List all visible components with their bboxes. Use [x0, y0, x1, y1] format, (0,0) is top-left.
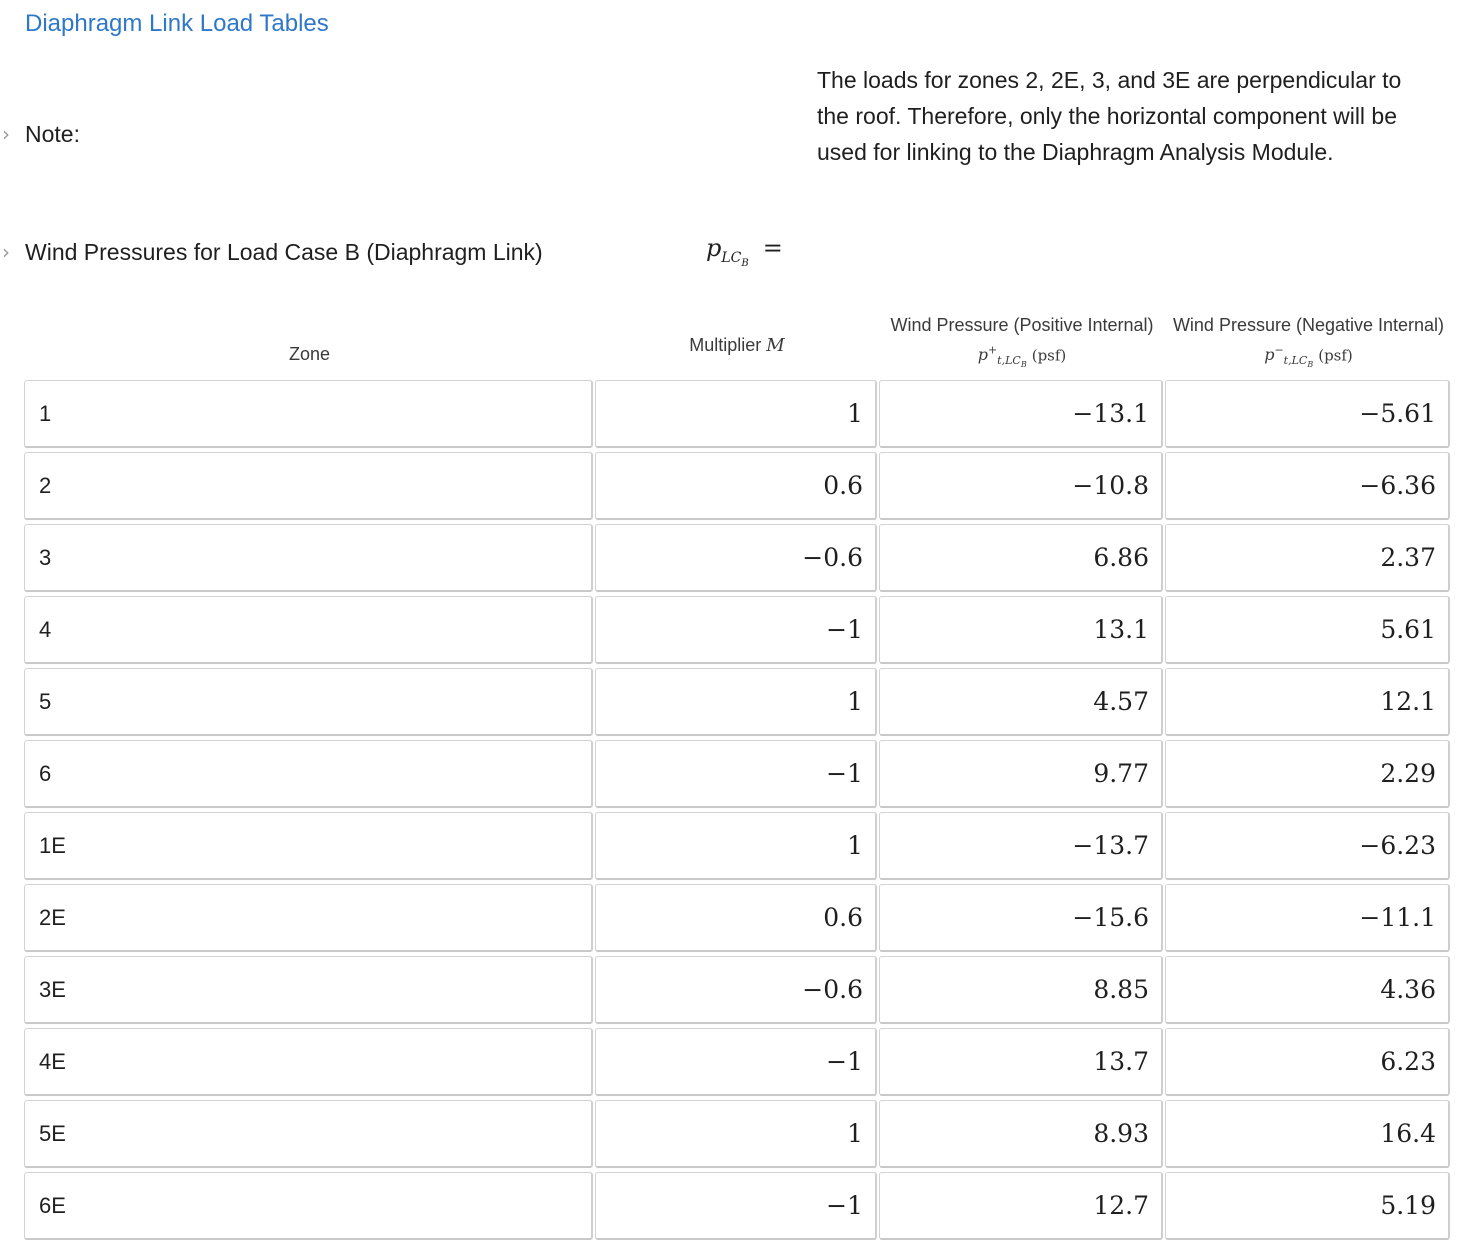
zone-cell: 4E: [24, 1028, 593, 1096]
positive-pressure-cell: 8.85: [879, 956, 1163, 1024]
positive-pressure-cell: 6.86: [879, 524, 1163, 592]
negative-pressure-cell: −11.1: [1165, 884, 1450, 952]
column-header-negative-internal: [1165, 312, 1452, 378]
wind-pressure-table: [24, 312, 1452, 1244]
multiplier-cell: −1: [595, 596, 877, 664]
zone-cell: 4: [24, 596, 593, 664]
negative-symbol: $p^-_{t,LC_B}$: [1264, 343, 1314, 370]
multiplier-cell: −1: [595, 1172, 877, 1240]
table-row: [24, 812, 1452, 884]
positive-pressure-cell: −15.6: [879, 884, 1163, 952]
zone-cell: 5: [24, 668, 593, 736]
p-lcb-equation: [706, 234, 783, 269]
zone-cell: 3E: [24, 956, 593, 1024]
multiplier-cell: 1: [595, 812, 877, 880]
note-text: The loads for zones 2, 2E, 3, and 3E are perpendicular to the roof. Therefore, only the horizontal component will be used for linking to the Diaphragm Analysis Module.: [817, 67, 1402, 165]
table-header-row: [24, 312, 1452, 378]
negative-pressure-cell: 5.61: [1165, 596, 1450, 664]
equals-sign: =: [762, 234, 783, 262]
table-row: [24, 956, 1452, 1028]
table-row: [24, 740, 1452, 812]
negative-pressure-cell: 4.36: [1165, 956, 1450, 1024]
table-row: [24, 380, 1452, 452]
positive-pressure-cell: 13.1: [879, 596, 1163, 664]
positive-pressure-cell: −10.8: [879, 452, 1163, 520]
multiplier-cell: 1: [595, 668, 877, 736]
positive-pressure-cell: −13.1: [879, 380, 1163, 448]
table-row: [24, 1028, 1452, 1100]
negative-header-text: Wind Pressure (Negative Internal): [1172, 314, 1445, 335]
p-subscript: LC: [721, 249, 742, 266]
multiplier-header-text: Multiplier: [689, 334, 762, 355]
negative-pressure-cell: −6.23: [1165, 812, 1450, 880]
negative-pressure-cell: 16.4: [1165, 1100, 1450, 1168]
table-row: [24, 884, 1452, 956]
zone-cell: 5E: [24, 1100, 593, 1168]
negative-unit: (psf): [1318, 345, 1353, 364]
note-label: Note:: [25, 121, 80, 147]
positive-symbol: $p^+_{t,LC_B}$: [977, 343, 1027, 370]
negative-pressure-cell: 2.37: [1165, 524, 1450, 592]
multiplier-cell: 1: [595, 1100, 877, 1168]
multiplier-cell: 0.6: [595, 884, 877, 952]
multiplier-cell: −0.6: [595, 524, 877, 592]
negative-pressure-cell: 2.29: [1165, 740, 1450, 808]
wind-pressures-label: Wind Pressures for Load Case B (Diaphragm Link): [25, 239, 543, 265]
multiplier-cell: −1: [595, 1028, 877, 1096]
table-row: [24, 452, 1452, 524]
chevron-right-icon[interactable]: ›: [2, 240, 10, 264]
negative-pressure-cell: −6.36: [1165, 452, 1450, 520]
negative-pressure-cell: 5.19: [1165, 1172, 1450, 1240]
table-row: [24, 1100, 1452, 1172]
multiplier-cell: −1: [595, 740, 877, 808]
multiplier-cell: 1: [595, 380, 877, 448]
positive-pressure-cell: 9.77: [879, 740, 1163, 808]
table-row: [24, 668, 1452, 740]
table-row: [24, 596, 1452, 668]
negative-pressure-cell: 12.1: [1165, 668, 1450, 736]
column-header-positive-internal: [879, 312, 1165, 378]
zone-cell: 3: [24, 524, 593, 592]
positive-pressure-cell: 4.57: [879, 668, 1163, 736]
negative-pressure-cell: −5.61: [1165, 380, 1450, 448]
multiplier-symbol: M: [766, 334, 785, 356]
positive-pressure-cell: 12.7: [879, 1172, 1163, 1240]
zone-cell: 1: [24, 380, 593, 448]
table-body: [24, 380, 1452, 1244]
zone-cell: 2: [24, 452, 593, 520]
positive-pressure-cell: 13.7: [879, 1028, 1163, 1096]
p-subsubscript: B: [741, 257, 749, 269]
positive-pressure-cell: −13.7: [879, 812, 1163, 880]
negative-pressure-cell: 6.23: [1165, 1028, 1450, 1096]
multiplier-cell: 0.6: [595, 452, 877, 520]
section-link-diaphragm-link-load-tables[interactable]: Diaphragm Link Load Tables: [25, 10, 329, 37]
positive-header-text: Wind Pressure (Positive Internal): [890, 314, 1154, 335]
zone-cell: 6E: [24, 1172, 593, 1240]
multiplier-cell: −0.6: [595, 956, 877, 1024]
zone-cell: 2E: [24, 884, 593, 952]
table-row: [24, 524, 1452, 596]
zone-cell: 1E: [24, 812, 593, 880]
p-symbol: p: [706, 234, 722, 262]
column-header-zone: Zone: [288, 343, 331, 364]
column-header-multiplier: [595, 312, 879, 378]
zone-cell: 6: [24, 740, 593, 808]
table-row: [24, 1172, 1452, 1244]
positive-unit: (psf): [1031, 345, 1067, 364]
chevron-right-icon[interactable]: ›: [2, 122, 10, 146]
positive-pressure-cell: 8.93: [879, 1100, 1163, 1168]
